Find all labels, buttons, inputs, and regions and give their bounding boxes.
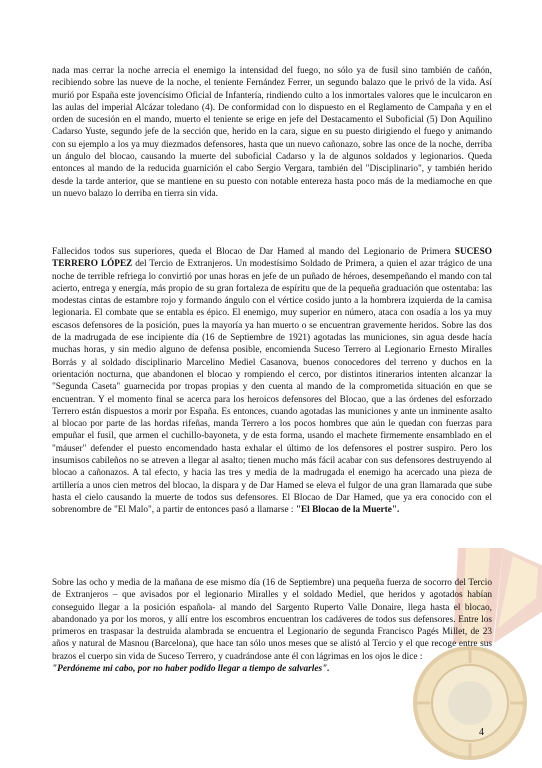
medal-center	[448, 681, 492, 725]
closing-quote: "Perdóneme mi cabo, por no haber podido llegar a tiempo de salvarles".	[52, 664, 330, 675]
legionnaire-name: SUCESO TERRERO LÓPEZ	[52, 247, 492, 270]
paragraph-2-start: Fallecidos todos sus superiores, queda el Blocao de Dar Hamed al mando del Legionario de Primera	[52, 247, 451, 257]
paragraph-3-body: Sobre las ocho y media de la mañana de ese mismo día (16 de Septiembre) una pequeña fuerza de socorro del Tercio de Extranjeros – que avisados por el legionario Miralles y el soldado Mediel, que heridos y agotados habían conseguido llegar a la posición española- al mando del Sargento Ruperto Valle Donaire, llega hasta el blocao, abandonado ya por los moros, y allí entre los escombros encuentran los cadáveres de todos sus defensores. Entre los primeros en traspasar la destruida alambrada se encuentra el Legionario de segunda Francisco Pagés Millet, de 23 años y natural de Masnou (Barcelona), que hace tan sólo unos meses que se alistó al Tercio y el que recoge entre sus brazos el cuerpo sin vida de Suceso Terrero, y cuadrándose ante él con lágrimas en los ojos le dice :	[52, 578, 492, 662]
paragraph-2	[52, 246, 492, 517]
page-number: 4	[479, 727, 484, 738]
blocao-title: "El Blocao de la Muerte".	[295, 505, 400, 516]
paragraph-3	[52, 577, 492, 675]
paragraph-2-body: del Tercio de Extranjeros. Un modestísimo Soldado de Primera, a quien el azar trágico de una noche de terrible refriega lo convirtió por unas horas en jefe de un puñado de héroes, desempeñando el mando con tal acierto, entrega y energía, más propio de su gran fortaleza de espíritu que de la pequeña graduación que ostentaba: las modestas cintas de estambre rojo y formando ángulo con el vértice cosido junto a la hombrera izquierda de la camisa legionaria. El combate que se entabla es épico. El enemigo, muy superior en número, ataca con osadía a los ya muy escasos defensores de la posición, pues la mayoría ya han muerto o se encuentran gravemente heridos. Sobre las dos de la madrugada de ese incipiente día (16 de Septiembre de 1921) agotadas las municiones, sin agua desde hacía muchas horas, y sin medio alguno de defensa posible, encomienda Suceso Terrero al Legionario Ernesto Miralles Borrás y al soldado disciplinario Marcelino Mediel Casanova, buenos conocedores del terreno y duchos en la orientación nocturna, que abandonen el blocao y rompiendo el cerco, por distintos itinerarios intenten alcanzar la "Segunda Caseta" guarnecida por tropas propias y den cuenta al mando de la comprometida situación en que se encuentran. Y el momento final se acerca para los heroicos defensores del Blocao, que a las órdenes del esforzado Terrero están dispuestos a morir por España. Es entonces, cuando agotadas las municiones y ante un inminente asalto al blocao por parte de las hordas rifeñas, manda Terrero a los pocos hombres que aún le quedan con fuerzas para empuñar el fusil, que armen el cuchillo-bayoneta, y de esta forma, usando el machete firmemente ensamblado en el "máuser" defender el puesto encomendado hasta exhalar el último de los defensores el postrer suspiro. Pero los insumisos cabileños no se atreven a llegar al asalto; tienen mucho más fácil acabar con sus defensores destruyendo al blocao a cañonazos. A tal efecto, y hacia las tres y media de la madrugada el enemigo ha acercado una pieza de artillería a unos cien metros del blocao, la dispara y de Dar Hamed se eleva el fulgor de una gran llamarada que sube hasta el cielo causando la muerte de todos sus defensores. El Blocao de Dar Hamed, que ya era conocido con el sobrenombre de "El Malo", a partir de entonces pasó a llamarse :	[52, 259, 492, 516]
paragraph-1: nada mas cerrar la noche arrecia el enemigo la intensidad del fuego, no sólo ya de fusil sino también de cañón, recibiendo sobre las nueve de la noche, el teniente Fernández Ferrer, un segundo balazo que le privó de la vida. Así murió por España este jovencísimo Oficial de Infantería, rindiendo culto a los inmortales valores que le inculcaron en las aulas del imperial Alcázar toledano (4). De conformidad con lo dispuesto en el Reglamento de Campaña y en el orden de sucesión en el mando, muerto el teniente se erige en jefe del Destacamento el Suboficial (5) Don Aquilino Cadarso Yuste, segundo jefe de la sección que, herido en la cara, sigue en su puesto dirigiendo el fuego y animando con su ejemplo a los ya muy diezmados defensores, hasta que un nuevo cañonazo, sobre las once de la noche, derriba un ángulo del blocao, causando la muerte del suboficial Cadarso y la de algunos soldados y legionarios. Queda entonces al mando de la reducida guarnición el cabo Sergio Vergara, también del "Disciplinario", y también herido desde la tarde anterior, que se mantiene en su puesto con notable entereza hasta poco más de la mediamoche en que un nuevo balazo lo derriba en tierra sin vida.	[52, 66, 492, 199]
